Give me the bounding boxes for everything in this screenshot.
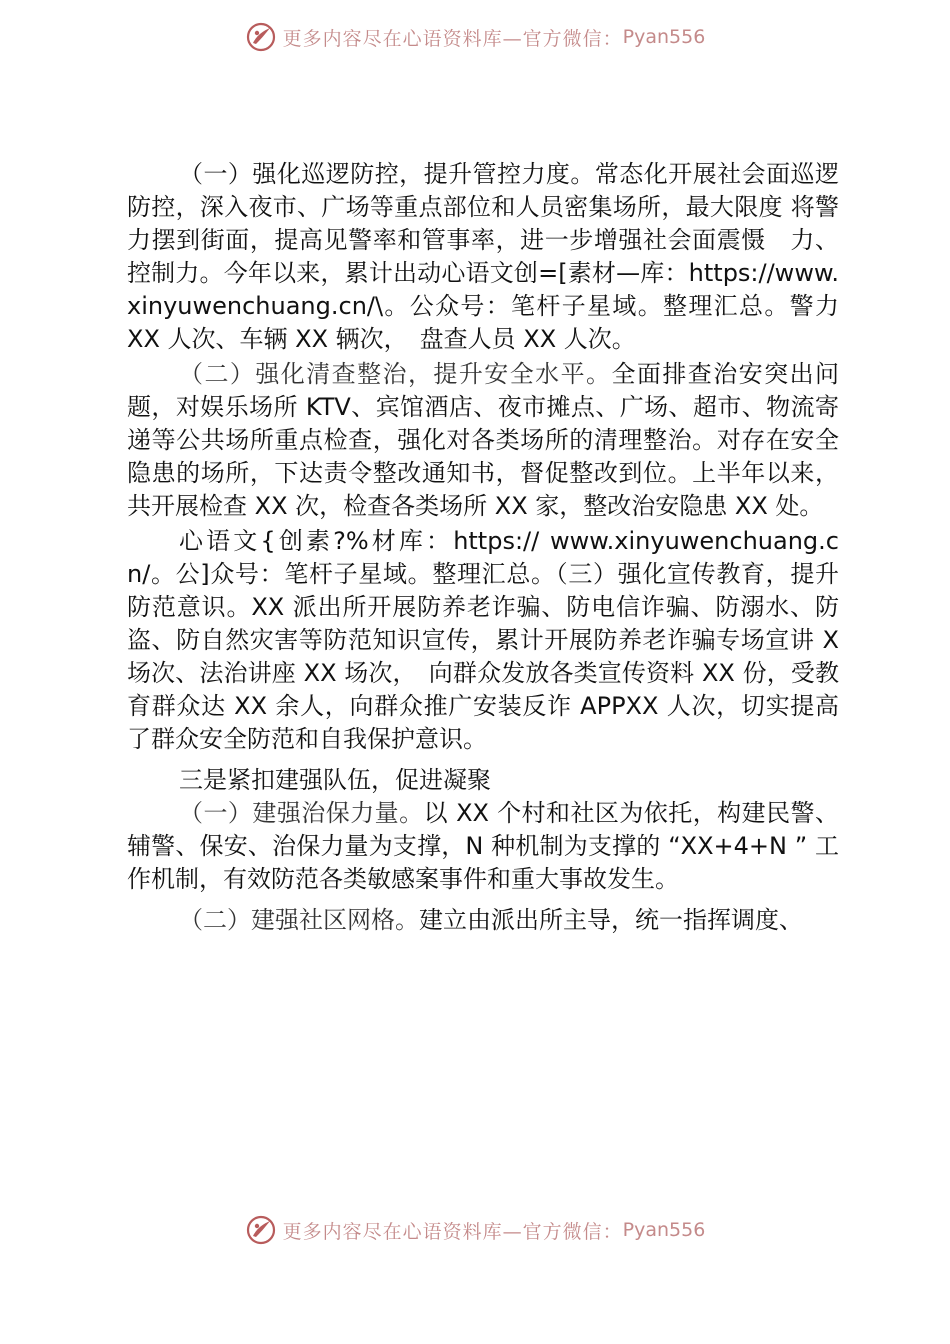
paragraph-lead: （二）建强社区网格。 <box>179 906 419 934</box>
footer-watermark <box>0 1208 950 1252</box>
paragraph-body: 全面排查治安突出问题，对娱乐场所 KTV、宾馆酒店、夜市摊点、广场、超市、物流寄递等公共场所重点检查，强化对各类场所的清理整治。对存在安全隐患的场所，下达责令整改通知书，督促整改到位。上半年以来，共开展检查 XX 次，检查各类场所 XX 家，整改治安隐患 XX 处。 <box>127 360 840 520</box>
paragraph-security-force <box>127 797 839 896</box>
quill-seal-icon <box>245 21 277 53</box>
watermark-text: 更多内容尽在心语资料库—官方微信： <box>282 1220 623 1243</box>
paragraph-lead: （二）强化清查整治，提升安全水平。 <box>179 360 612 388</box>
paragraph-patrol-control: （一）强化巡逻防控，提升管控力度。常态化开展社会面巡逻防控，深入夜市、广场等重点部位和人员密集场所，最大限度 将警力摆到街面，提高见警率和管事率，进一步增强社会面震慑 力、控制力。今年以来，累计出动心语文创=[素材—库：https://www.xinyuwenchuang.cn/\。公众号：笔杆子星域。整理汇总。警力 XX 人次、车辆 XX 辆次， 盘查人员 XX 人次。 <box>127 160 839 353</box>
paragraph-body: 以 XX 个村和社区为依托，构建民警、辅警、保安、治保力量为支撑，N 种机制为支撑的 “XX+4+N ” 工作机制，有效防范各类敏感案事件和重大事故发生。 <box>127 799 840 893</box>
paragraph-inspection-rectification <box>127 358 839 523</box>
watermark-text: 更多内容尽在心语资料库—官方微信： <box>282 27 623 50</box>
watermark-wechat-id: Pyan556 <box>622 26 706 48</box>
section-heading-team-building: 三是紧扣建强队伍，促进凝聚 <box>179 766 491 794</box>
paragraph-publicity-education: 心语文{创素?%材库：https:// www.xinyuwenchuang.cn/。公]众号：笔杆子星域。整理汇总。（三）强化宣传教育，提升防范意识。XX 派出所开展防养老诈骗、防电信诈骗、防溺水、防盗、防自然灾害等防范知识宣传，累计开展防养老诈骗专场宣讲 X 场次、法治讲座 XX 场次， 向群众发放各类宣传资料 XX 份，受教育群众达 XX 余人，向群众推广安装反诈 APPXX 人次，切实提高了群众安全防范和自我保护意识。 <box>127 527 839 753</box>
paragraph-community-grid <box>127 904 839 937</box>
paragraph-body: 建立由派出所主导，统一指挥调度、 <box>419 906 803 934</box>
quill-seal-icon <box>245 1214 277 1246</box>
paragraph-lead: （一）建强治保力量。 <box>179 799 424 827</box>
watermark-wechat-id: Pyan556 <box>622 1219 706 1241</box>
document-body <box>127 158 839 937</box>
header-watermark <box>0 15 950 59</box>
